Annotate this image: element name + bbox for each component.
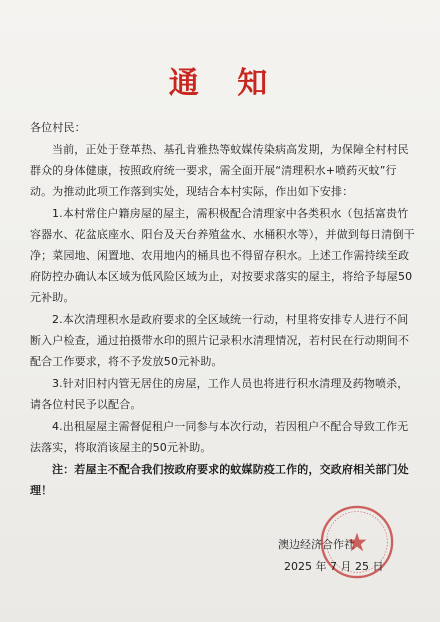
salutation: 各位村民： <box>30 121 86 134</box>
item-3: 3.针对旧村内管无居住的房屋，工作人员也将进行积水清理及药物喷杀，请各位村民予以配合。 <box>30 377 409 411</box>
signature-block <box>278 534 383 578</box>
item-1: 1.本村常住户籍房屋的屋主，需积极配合清理家中各类积水（包括富贵竹容器水、花盆底座水、阳台及天台养殖盆水、水桶积水等），并做到每日清倒干净；菜园地、闲置地、农用地内的桶具也不得留存积水。上述工作需持续至政府防控办确认本区域为低风险区域为止，对按要求落实的屋主，将给予每屋50元补助。 <box>30 207 415 304</box>
signature-org: 澳边经济合作社 <box>278 538 355 551</box>
intro-paragraph: 当前，正处于登革热、基孔肯雅热等蚊媒传染病高发期，为保障全村村民群众的身体健康，按照政府统一要求，需全面开展“清理积水+喷药灭蚊”行动。为推动此项工作落到实处，现结合本村实际，作出如下安排： <box>30 143 409 198</box>
item-2: 2.本次清理积水是政府要求的全区域统一行动，村里将安排专人进行不间断入户检查，通过拍摄带水印的照片记录积水清理情况，若村民在行动期间不配合工作要求，将不予发放50元补助。 <box>30 313 410 368</box>
signature-date: 2025 年 7 月 25 日 <box>284 560 384 573</box>
item-4: 4.出租屋屋主需督促租户一同参与本次行动，若因租户不配合导致工作无法落实，将取消该屋主的50元补助。 <box>30 420 409 454</box>
notice-note: 注：若屋主不配合我们按政府要求的蚊媒防疫工作的，交政府相关部门处理！ <box>30 463 409 497</box>
notice-title: 通 知 <box>168 66 282 101</box>
notice-body <box>30 117 416 502</box>
